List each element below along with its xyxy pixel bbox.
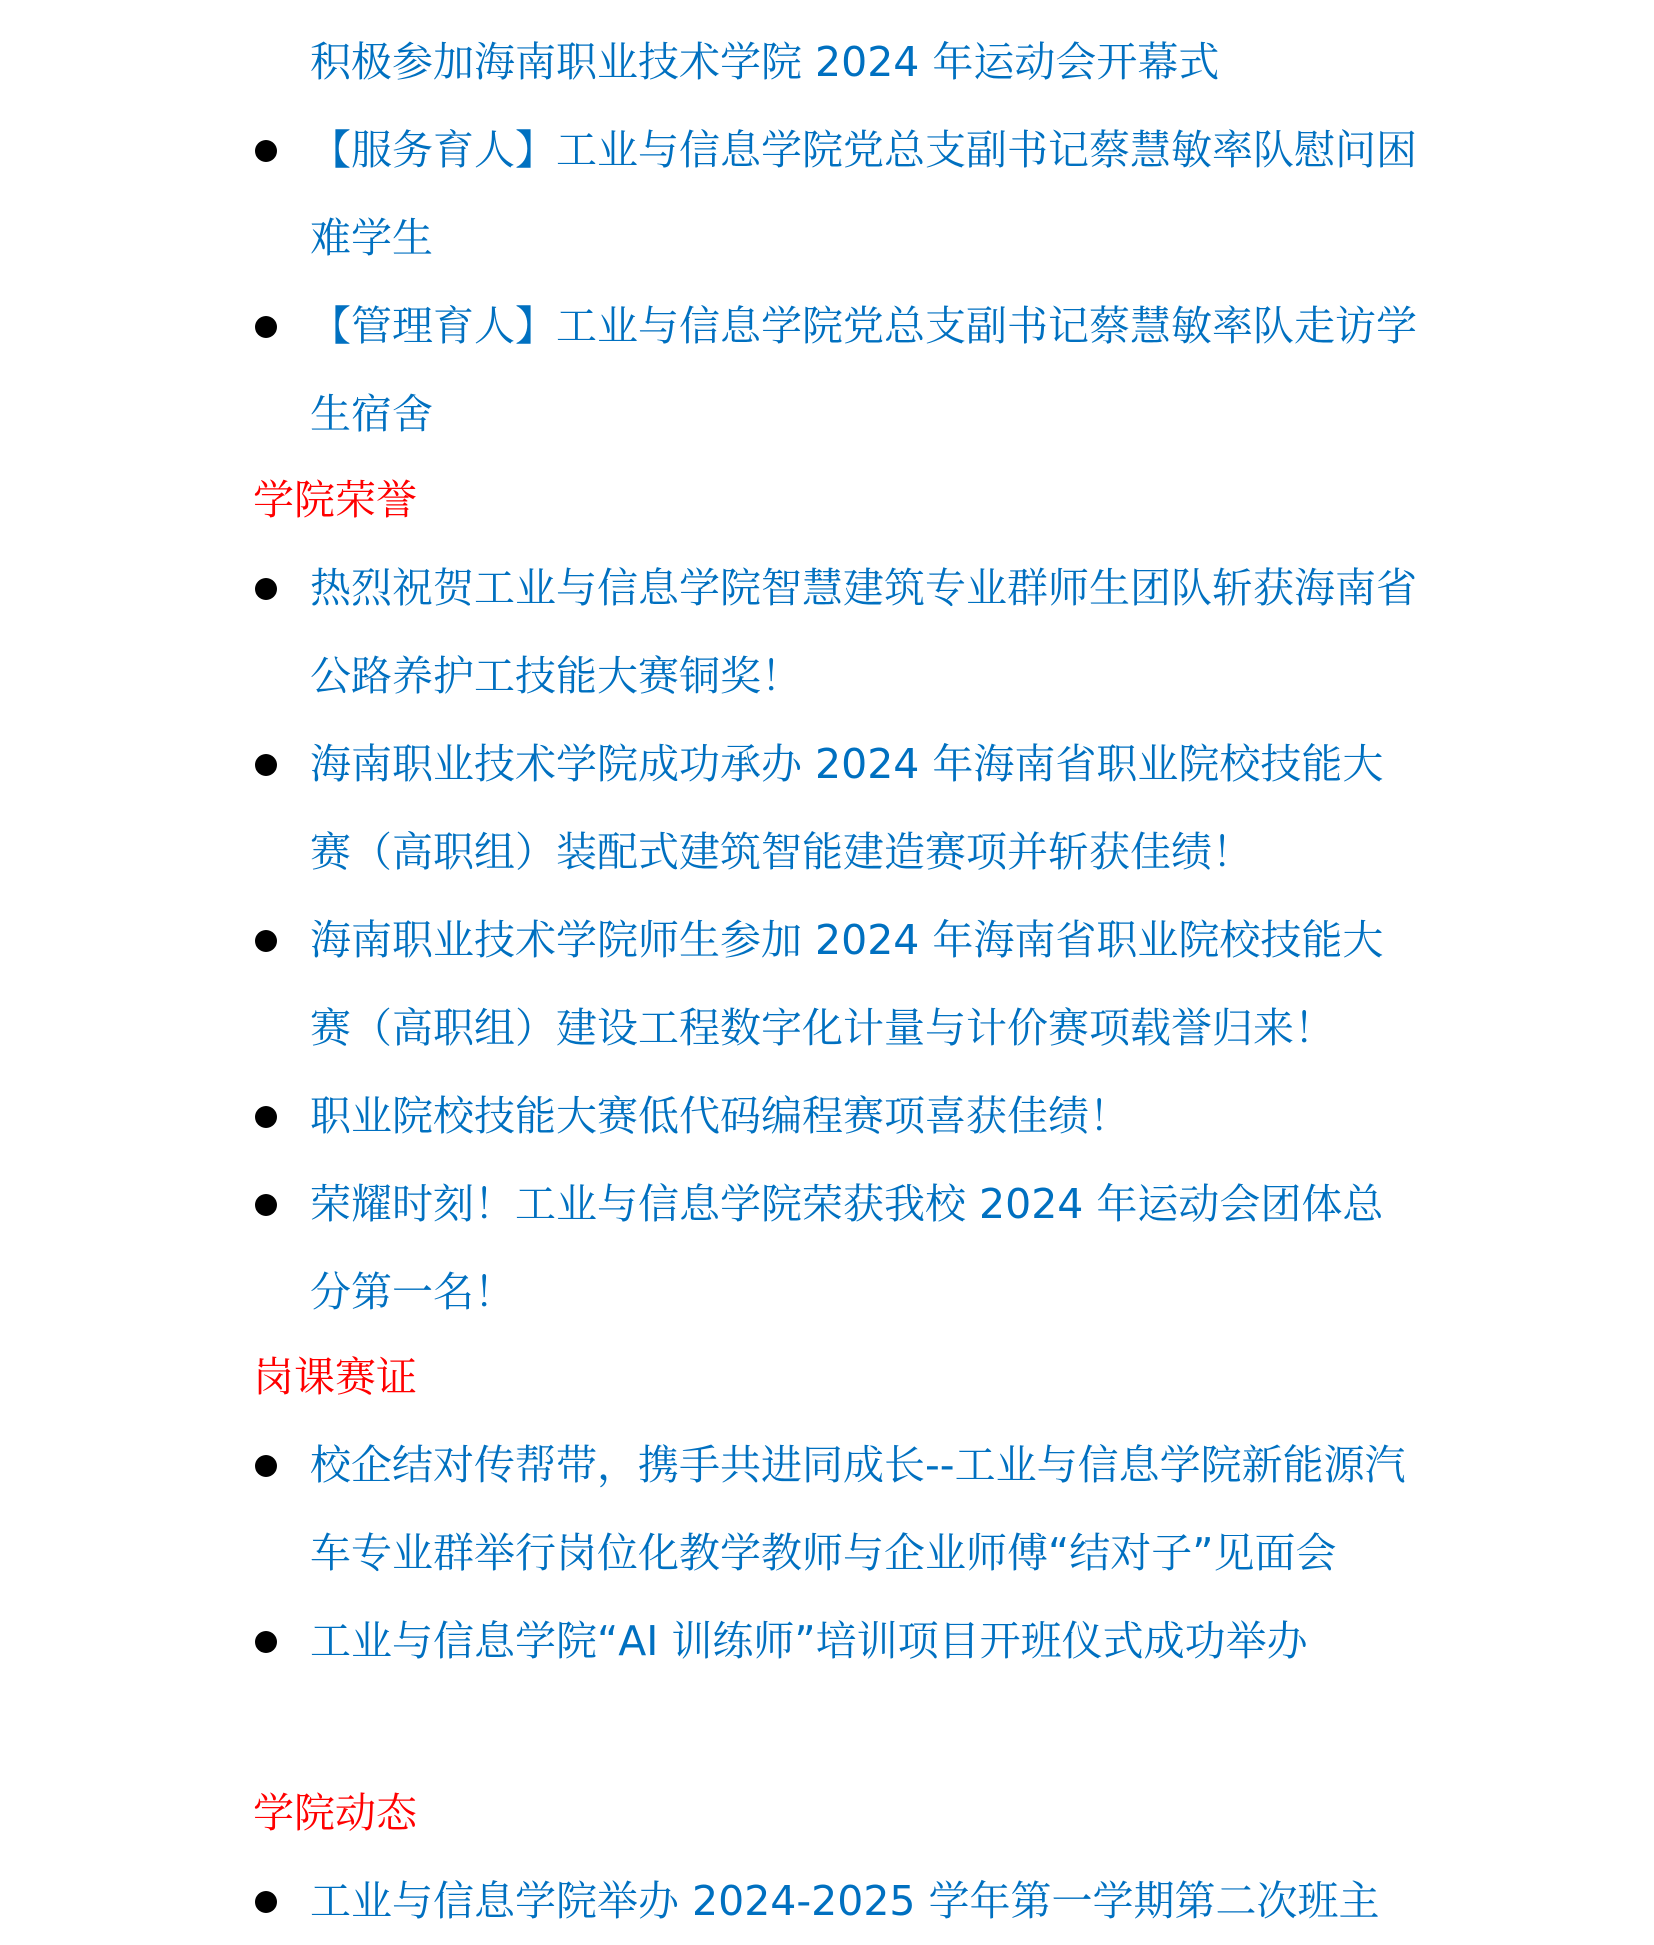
list-item[interactable] (253, 544, 1423, 720)
post-course-list (253, 1421, 1423, 1685)
news-list-continued (253, 106, 1423, 458)
list-item-link[interactable]: 热烈祝贺工业与信息学院智慧建筑专业群师生团队斩获海南省公路养护工技能大赛铜奖！ (310, 564, 1417, 700)
bullet-icon (255, 1891, 277, 1913)
college-news-list (253, 1857, 1423, 1945)
list-item[interactable] (253, 1597, 1423, 1685)
list-item[interactable] (253, 896, 1423, 1072)
list-item[interactable] (253, 720, 1423, 896)
list-item-link[interactable]: 荣耀时刻！工业与信息学院荣获我校 2024 年运动会团体总分第一名！ (310, 1180, 1384, 1316)
list-item-link[interactable]: 校企结对传帮带，携手共进同成长--工业与信息学院新能源汽车专业群举行岗位化教学教师与企业师傅“结对子”见面会 (310, 1441, 1406, 1577)
bullet-icon (255, 1455, 277, 1477)
list-item[interactable] (253, 1072, 1423, 1160)
section-title-college-news: 学院动态 (253, 1789, 417, 1837)
list-item-link[interactable]: 工业与信息学院“AI 训练师”培训项目开班仪式成功举办 (310, 1617, 1308, 1665)
list-item-link[interactable]: 职业院校技能大赛低代码编程赛项喜获佳绩！ (310, 1092, 1130, 1140)
bullet-icon (255, 754, 277, 776)
section-title-post-course-competition-cert: 岗课赛证 (253, 1353, 417, 1401)
list-item-link[interactable]: 海南职业技术学院成功承办 2024 年海南省职业院校技能大赛（高职组）装配式建筑智能建造赛项并斩获佳绩！ (310, 740, 1384, 876)
list-item-link[interactable]: 工业与信息学院举办 2024-2025 学年第一学期第二次班主 (310, 1877, 1380, 1925)
list-item-link[interactable]: 【管理育人】工业与信息学院党总支副书记蔡慧敏率队走访学生宿舍 (310, 302, 1417, 438)
bullet-icon (255, 1194, 277, 1216)
list-item[interactable] (253, 282, 1423, 458)
bullet-icon (255, 316, 277, 338)
bullet-icon (255, 1631, 277, 1653)
list-item-link[interactable]: 【服务育人】工业与信息学院党总支副书记蔡慧敏率队慰问困难学生 (310, 126, 1417, 262)
list-item[interactable] (253, 1857, 1423, 1945)
bullet-icon (255, 930, 277, 952)
list-item-continuation[interactable]: 积极参加海南职业技术学院 2024 年运动会开幕式 (310, 38, 1220, 86)
list-item[interactable] (253, 106, 1423, 282)
bullet-icon (255, 578, 277, 600)
list-item[interactable] (253, 1421, 1423, 1597)
bullet-icon (255, 1106, 277, 1128)
section-title-honors: 学院荣誉 (253, 476, 417, 524)
honors-list (253, 544, 1423, 1336)
list-item-link[interactable]: 海南职业技术学院师生参加 2024 年海南省职业院校技能大赛（高职组）建设工程数字化计量与计价赛项载誉归来！ (310, 916, 1384, 1052)
bullet-icon (255, 140, 277, 162)
list-item[interactable] (253, 1160, 1423, 1336)
